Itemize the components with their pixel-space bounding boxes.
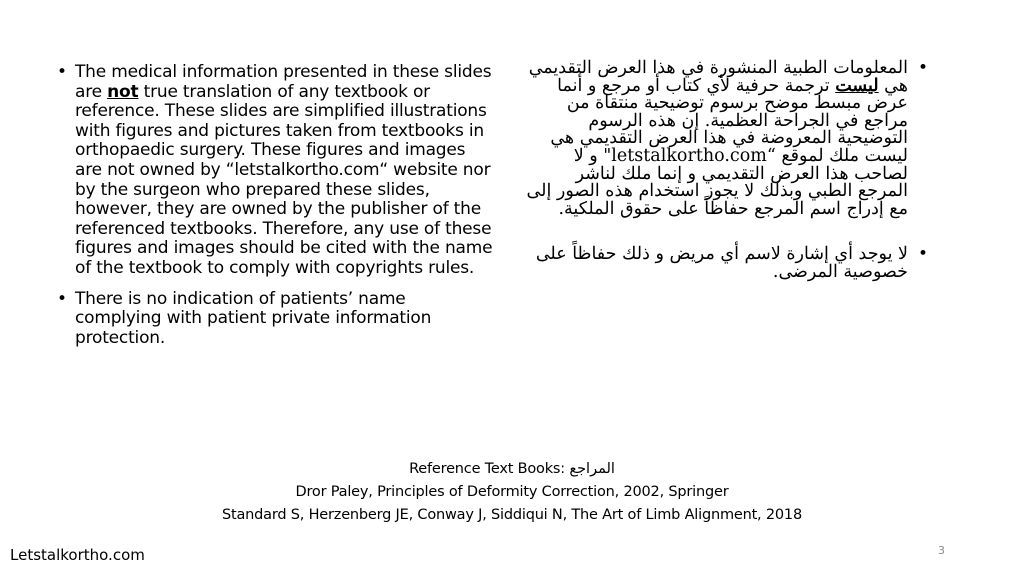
reference-1: Dror Paley, Principles of Deformity Correction, 2002, Springer xyxy=(295,484,729,500)
arabic-bullet-text-1-post: ترجمة حرفية لأي كتاب أو مرجع و أنما عرض مبسط موضح برسوم توضيحية منتقاة من مراجع في الجراحة العظمية. إن هذه الرسوم التوضيحية المعروضة في هذا العرض التقديمي هي ليست ملك لموقع “letstalkortho.com" و لا لصاحب هذا العرض التقديمي و إنما ملك لناشر المرجع الطبي وبذلك لا يجوز استخدام هذه الصور إلى مع إدراج اسم المرجع حفاظاً على حقوق الملكية. xyxy=(526,75,908,219)
english-disclaimer xyxy=(55,63,495,359)
references-heading: Reference Text Books: المراجع xyxy=(409,461,615,477)
arabic-bullet-text-2: لا يوجد أي إشارة لاسم أي مريض و ذلك حفاظاً على خصوصية المرضى. xyxy=(535,244,908,282)
list-item xyxy=(55,290,495,349)
emphasis-not: not xyxy=(107,81,139,102)
bullet-text-1-pre: The medical information presented in these slides are xyxy=(75,62,492,102)
arabic-emphasis-not: ليست xyxy=(835,75,879,96)
arabic-bullet-list xyxy=(520,60,930,282)
bullet-text-2: There is no indication of patients’ name complying with patient private information protection. xyxy=(75,288,432,348)
bullet-text-1-post: true translation of any textbook or reference. These slides are simplified illustrations with figures and pictures taken from textbooks in orthopaedic surgery. These figures and images are not owned by “letstalkortho.com“ website nor by the surgeon who prepared these slides, however, they are owned by the publisher of the referenced textbooks. Therefore, any use of these figures and images should be cited with the name of the textbook to comply with copyrights rules. xyxy=(75,81,493,278)
list-item xyxy=(520,60,930,218)
site-name: Letstalkortho.com xyxy=(10,546,145,564)
bullet-icon: • xyxy=(917,244,928,265)
arabic-disclaimer xyxy=(520,60,930,310)
bullet-icon: • xyxy=(57,288,67,309)
reference-2: Standard S, Herzenberg JE, Conway J, Siddiqui N, The Art of Limb Alignment, 2018 xyxy=(222,507,802,523)
english-bullet-list xyxy=(55,63,495,348)
list-item xyxy=(55,63,495,279)
page-number: 3 xyxy=(938,544,945,557)
arabic-bullet-text-1-pre: المعلومات الطبية المنشورة في هذا العرض التقديمي هي xyxy=(528,58,908,96)
bullet-icon: • xyxy=(57,62,67,82)
bullet-icon: • xyxy=(917,58,928,78)
list-item xyxy=(520,246,930,281)
references xyxy=(0,458,1024,527)
